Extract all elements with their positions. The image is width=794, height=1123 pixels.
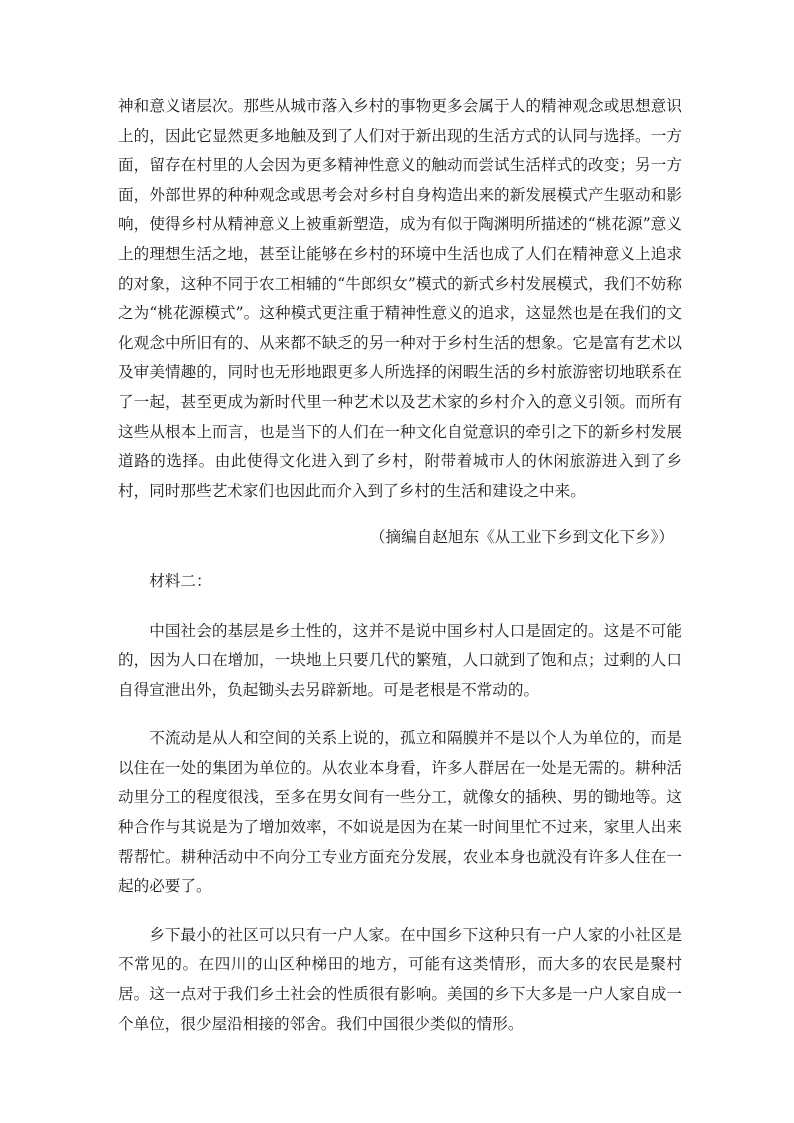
source-citation: （摘编自赵旭东《从工业下乡到文化下乡》） xyxy=(369,528,674,547)
material-2-paragraph-2: 不流动是从人和空间的关系上说的，孤立和隔膜并不是以个人为单位的，而是以住在一处的集团为单位的。从农业本身看，许多人群居在一处是无需的。耕种活动里分工的程度很浅，至多在男女间有一些分工，就像女的插秧、男的锄地等。这种合作与其说是为了增加效率，不如说是因为在某一时间里忙不过来，家里人出来帮帮忙。耕种活动中不向分工专业方面充分发展，农业本身也就没有许多人住在一起的必要了。 xyxy=(118,729,682,896)
material-2-paragraph-3: 乡下最小的社区可以只有一户人家。在中国乡下这种只有一户人家的小社区是不常见的。在四川的山区种梯田的地方，可能有这类情形，而大多的农民是聚村居。这一点对于我们乡土社会的性质很有影响。美国的乡下大多是一户人家自成一个单位，很少屋沿相接的邻舍。我们中国很少类似的情形。 xyxy=(118,925,682,1033)
continued-paragraph: 神和意义诸层次。那些从城市落入乡村的事物更多会属于人的精神观念或思想意识上的，因此它显然更多地触及到了人们对于新出现的生活方式的认同与选择。一方面，留存在村里的人会因为更多精神性意义的触动而尝试生活样式的改变；另一方面，外部世界的种种观念或思考会对乡村自身构造出来的新发展模式产生驱动和影响，使得乡村从精神意义上被重新塑造，成为有似于陶渊明所描述的“桃花源”意义上的理想生活之地，甚至让能够在乡村的环境中生活也成了人们在精神意义上追求的对象，这种不同于农工相辅的“牛郎织女”模式的新式乡村发展模式，我们不妨称之为“桃花源模式”。这种模式更注重于精神性意义的追求，这显然也是在我们的文化观念中所旧有的、从来都不缺乏的另一种对于乡村生活的想象。它是富有艺术以及审美情趣的，同时也无形地跟更多人所选择的闲暇生活的乡村旅游密切地联系在了一起，甚至更成为新时代里一种艺术以及艺术家的乡村介入的意义引领。而所有这些从根本上而言，也是当下的人们在一种文化自觉意识的牵引之下的新乡村发展道路的选择。由此使得文化进入到了乡村，附带着城市人的休闲旅游进入到了乡村，同时那些艺术家们也因此而介入到了乡村的生活和建设之中来。 xyxy=(118,97,682,500)
material-2-paragraph-1: 中国社会的基层是乡土性的，这并不是说中国乡村人口是固定的。这是不可能的，因为人口在增加，一块地上只要几代的繁殖，人口就到了饱和点；过剩的人口自得宣泄出外，负起锄头去另辟新地。可是老根是不常动的。 xyxy=(118,621,682,699)
material-2-heading: 材料二： xyxy=(149,571,212,590)
